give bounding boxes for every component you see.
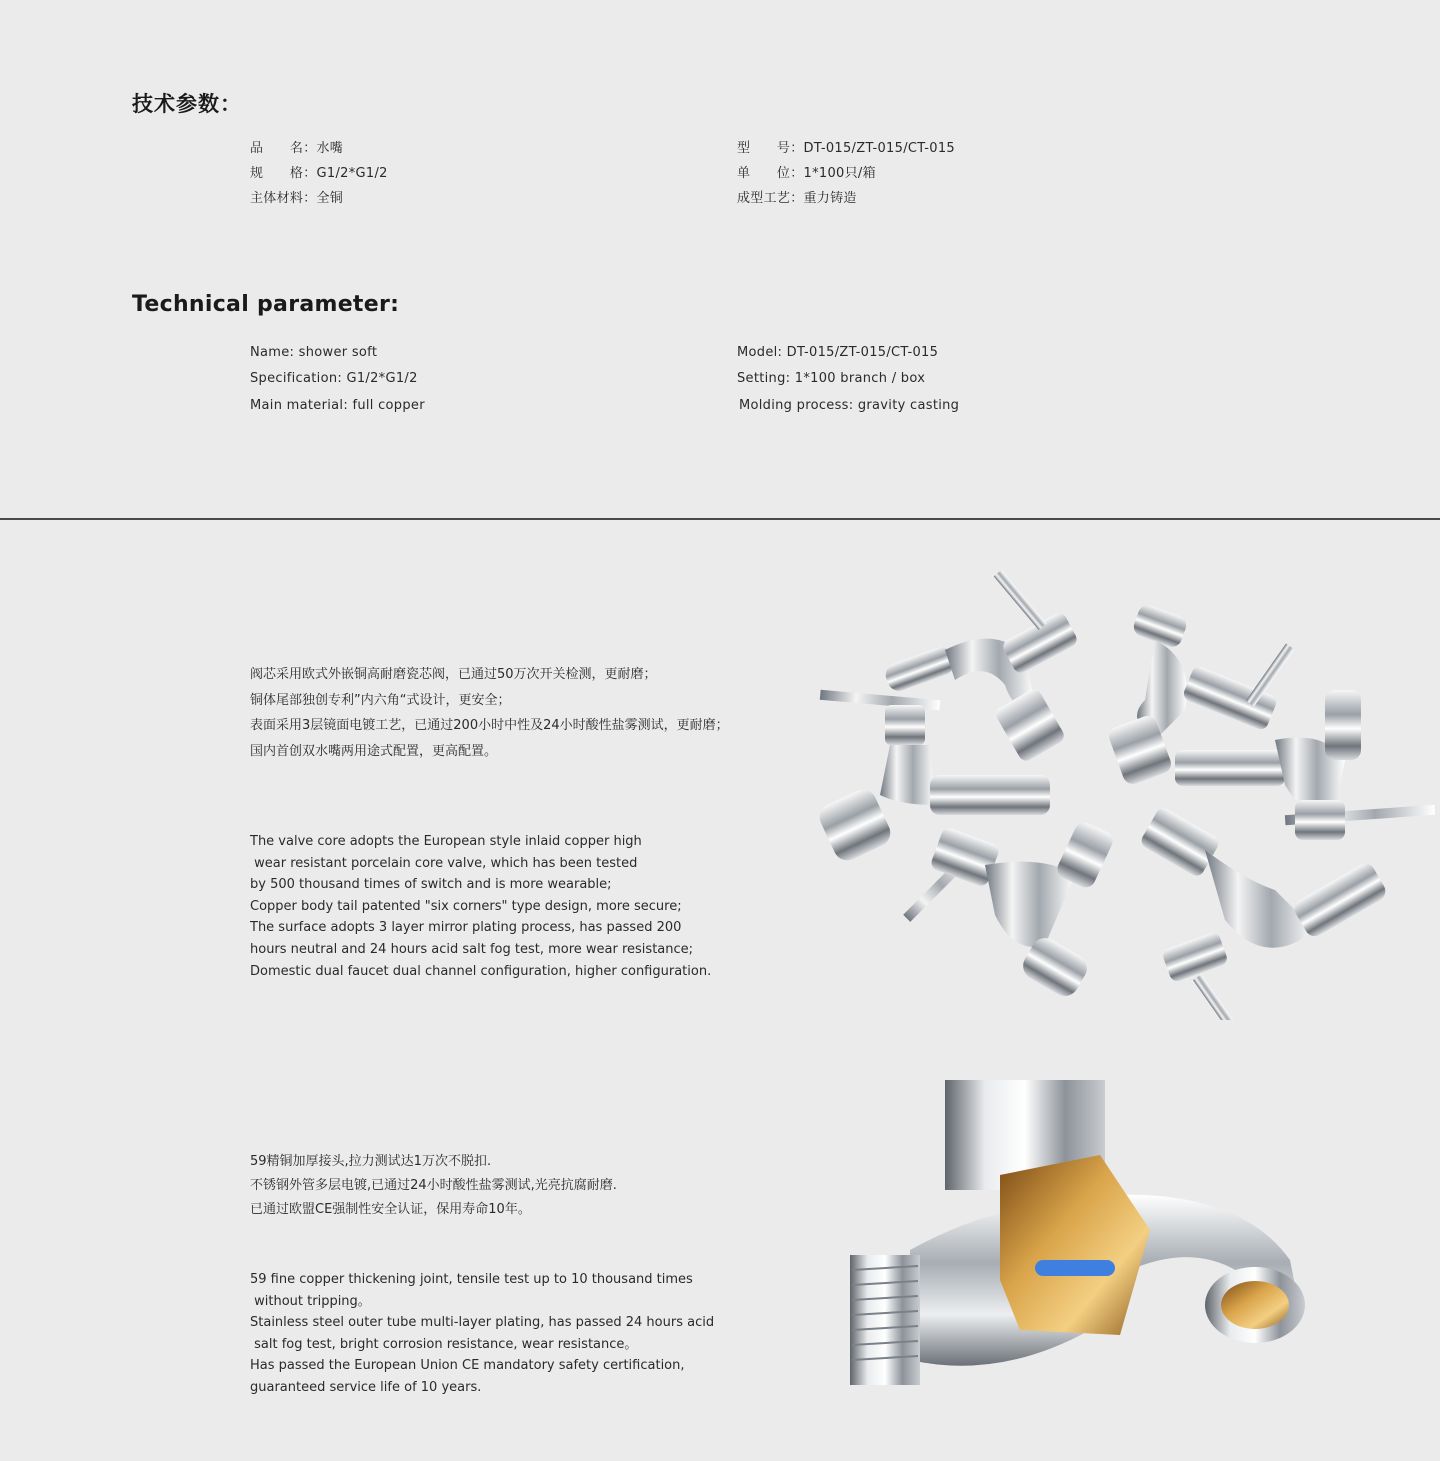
text-line: 59 fine copper thickening joint, tensile test up to 10 thousand times [250, 1272, 693, 1287]
text-line: without tripping。 [250, 1293, 371, 1309]
spec-en-name: Name: shower soft [250, 345, 378, 360]
spec-en-material: Main material: full copper [250, 398, 425, 413]
text-line: 不锈钢外管多层电镀,已通过24小时酸性盐雾测试,光亮抗腐耐磨. [250, 1178, 617, 1193]
text-line: Has passed the European Union CE mandatory safety certification, [250, 1358, 685, 1374]
faucet-6 [1139, 805, 1389, 1020]
brass-core [1000, 1155, 1150, 1335]
text-line: Copper body tail patented "six corners" type design, more secure; [250, 898, 682, 914]
spec-en-setting: Setting: 1*100 branch / box [737, 371, 926, 386]
section-divider [0, 518, 1440, 520]
text-line: 国内首创双水嘴两用途式配置，更高配置。 [250, 743, 498, 759]
threaded-inlet [850, 1255, 920, 1385]
spec-en-process: Molding process: gravity casting [739, 398, 960, 413]
text-line: guaranteed service life of 10 years. [250, 1379, 482, 1395]
text-line: 阀芯采用欧式外嵌铜高耐磨瓷芯阀，已通过50万次开关检测，更耐磨； [250, 667, 657, 682]
text-line: The surface adopts 3 layer mirror plating process, has passed 200 [250, 920, 682, 936]
spec-cn-material: 主体材料：全铜 [250, 191, 344, 206]
text-line: 表面采用3层镜面电镀工艺，已通过200小时中性及24小时酸性盐雾测试，更耐磨； [250, 718, 729, 733]
section2-cn-text [250, 1150, 617, 1222]
text-line: hours neutral and 24 hours acid salt fog test, more wear resistance; [250, 941, 694, 957]
title-en: Technical parameter: [132, 292, 400, 317]
spec-cn-unit: 单 位：1*100只/箱 [737, 166, 876, 181]
spec-en-size: Specification: G1/2*G1/2 [250, 371, 418, 386]
text-line: 已通过欧盟CE强制性安全认证，保用寿命10年。 [250, 1202, 531, 1217]
text-line: Domestic dual faucet dual channel configuration, higher configuration. [250, 963, 712, 979]
faucet-cutaway-image [850, 1080, 1310, 1390]
section2-en-text [250, 1269, 714, 1399]
faucet-4 [1175, 690, 1435, 840]
text-line: by 500 thousand times of switch and is more wearable; [250, 877, 612, 893]
outlet-brass [1221, 1281, 1289, 1329]
spec-cn-process: 成型工艺：重力铸造 [737, 191, 857, 206]
blue-seal [1035, 1260, 1115, 1276]
section1-cn-text [250, 662, 729, 764]
spec-en-model: Model: DT-015/ZT-015/CT-015 [737, 345, 939, 360]
spec-cn-model: 型 号：DT-015/ZT-015/CT-015 [737, 141, 956, 156]
spec-cn-name: 品 名：水嘴 [250, 141, 344, 156]
text-line: salt fog test, bright corrosion resistance, wear resistance。 [250, 1336, 638, 1352]
title-cn: 技术参数： [132, 92, 242, 116]
text-line: The valve core adopts the European style inlaid copper high [250, 834, 642, 849]
text-line: 59精铜加厚接头,拉力测试达1万次不脱扣. [250, 1154, 492, 1169]
text-line: wear resistant porcelain core valve, which has been tested [250, 855, 638, 871]
faucets-group-image [815, 555, 1440, 1020]
text-line: Stainless steel outer tube multi-layer plating, has passed 24 hours acid [250, 1315, 715, 1331]
faucet-5 [903, 819, 1116, 1001]
section1-en-text [250, 831, 711, 982]
text-line: 铜体尾部独创专利”内六角“式设计，更安全； [250, 692, 511, 708]
spec-cn-size: 规 格：G1/2*G1/2 [250, 166, 388, 181]
